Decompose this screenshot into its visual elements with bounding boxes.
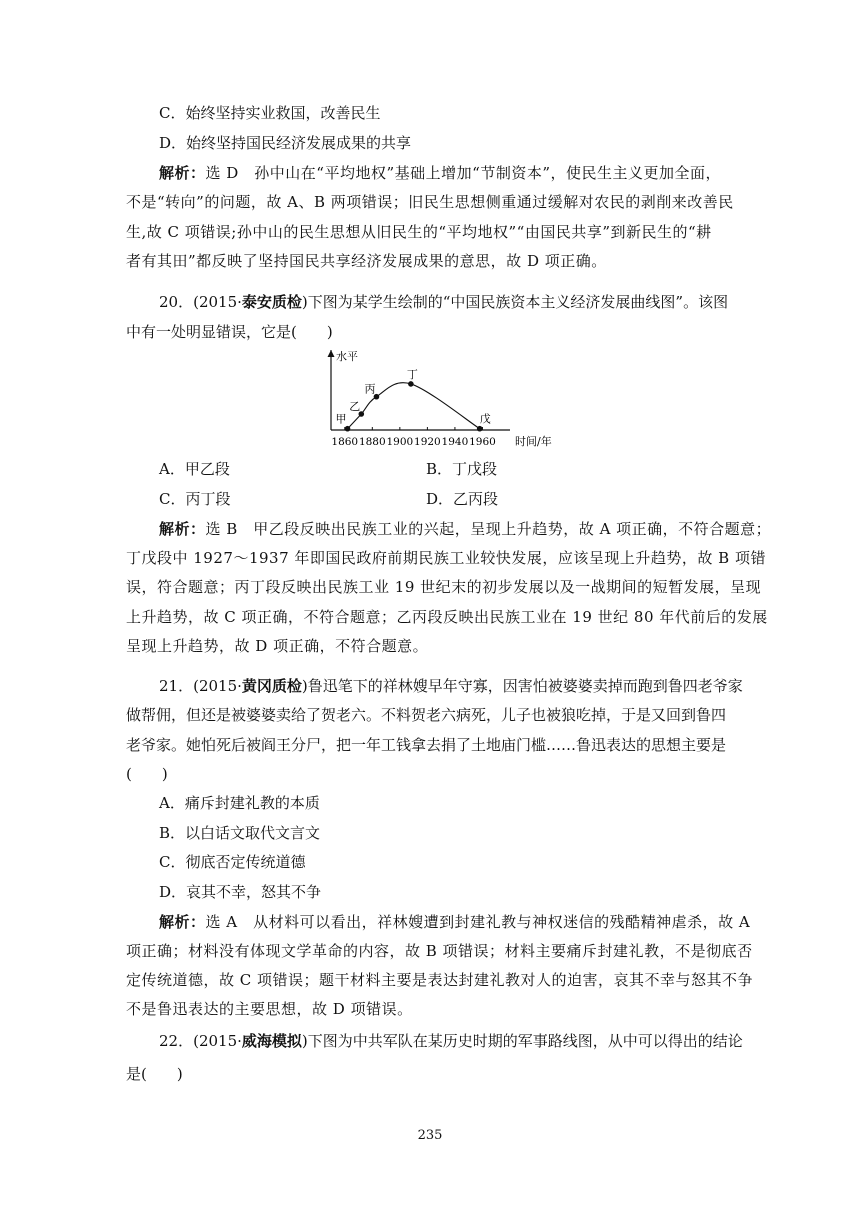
q19-analysis-line-3: 生,故 C 项错误;孙中山的民生思想从旧民生的“平均地权”“由国民共享”到新民生的“耕	[126, 223, 712, 241]
q19-analysis-line-2: 不是“转向”的问题，故 A、B 两项错误；旧民生思想侧重通过缓解对农民的剥削来改善民	[126, 193, 734, 211]
q21-analysis-line-1: 解析：选 A 从材料可以看出，祥林嫂遭到封建礼教与神权迷信的残酷精神虐杀，故 A	[159, 913, 751, 931]
question-number: 21．	[159, 677, 194, 695]
q21-option-c: C．彻底否定传统道德	[159, 853, 306, 871]
q20-stem-line-2: 中有一处明显错误，它是( )	[126, 323, 333, 341]
q21-stem-line-2: 做帮佣，但还是被婆婆卖给了贺老六。不料贺老六病死，儿子也被狼吃掉，于是又回到鲁四	[126, 706, 727, 724]
x-tick-label: 1940	[441, 436, 469, 448]
data-point	[477, 426, 483, 432]
q20-analysis-line-5: 呈现上升趋势，故 D 项正确，不符合题意。	[126, 637, 429, 655]
point-label: 甲	[335, 412, 347, 426]
q21-stem-line-1: 21．(2015·黄冈质检)鲁迅笔下的祥林嫂早年守寡，因害怕被婆婆卖掉而跑到鲁四老爷家	[159, 677, 743, 695]
q19-analysis-line-1: 解析：选 D 孙中山在“平均地权”基础上增加“节制资本”，使民生主义更加全面，	[159, 164, 721, 182]
data-point	[345, 426, 351, 432]
development-curve-chart	[320, 346, 580, 454]
q20-analysis-line-2: 丁戊段中 1927～1937 年即国民政府前期民族工业较快发展，应该呈现上升趋势，故 B 项错	[126, 549, 766, 567]
data-point	[408, 381, 414, 387]
question-number: 22．	[159, 1032, 194, 1050]
q22-stem-line-2: 是( )	[126, 1065, 183, 1083]
q20-option-a: A．甲乙段	[159, 460, 230, 478]
q21-option-a: A．痛斥封建礼教的本质	[159, 794, 320, 812]
q20-option-b: B．丁戊段	[426, 460, 498, 478]
q20-stem-line-1: 20．(2015·泰安质检)下图为某学生绘制的“中国民族资本主义经济发展曲线图”。该图	[159, 293, 729, 311]
source-name: 泰安质检	[241, 293, 302, 311]
q20-analysis-line-4: 上升趋势，故 C 项正确，不符合题意；乙丙段反映出民族工业在 19 世纪 80 年代前后的发展	[126, 608, 768, 626]
x-tick-label: 1900	[386, 436, 414, 448]
point-label: 丙	[364, 382, 376, 396]
x-tick-label: 1880	[358, 436, 386, 448]
q19-analysis-line-4: 者有其田”都反映了坚持国民共享经济发展成果的意思，故 D 项正确。	[126, 252, 607, 270]
q20-analysis-line-3: 误，符合题意；丙丁段反映出民族工业 19 世纪末的初步发展以及一战期间的短暂发展，呈现	[126, 578, 762, 596]
x-tick-label: 1920	[414, 436, 441, 448]
q21-analysis-line-3: 定传统道德，故 C 项错误；题干材料主要是表达封建礼教对人的迫害，哀其不幸与怒其不争	[126, 971, 754, 989]
point-label: 戊	[479, 412, 491, 426]
q21-stem-line-4: ( )	[126, 765, 168, 783]
source-name: 黄冈质检	[241, 677, 302, 695]
q20-option-d: D．乙丙段	[426, 490, 499, 508]
q20-option-c: C．丙丁段	[159, 490, 231, 508]
q20-analysis-line-1: 解析：选 B 甲乙段反映出民族工业的兴起，呈现上升趋势，故 A 项正确，不符合题意；	[159, 520, 772, 538]
point-label: 丁	[406, 367, 418, 381]
x-tick-label: 1960	[469, 436, 496, 448]
analysis-label: 解析：	[159, 164, 206, 182]
q22-stem-line-1: 22．(2015·威海模拟)下图为中共军队在某历史时期的军事路线图，从中可以得出的结论	[159, 1032, 743, 1050]
page-number: 235	[417, 1128, 443, 1143]
q21-analysis-line-4: 不是鲁迅表达的主要思想，故 D 项错误。	[126, 1000, 413, 1018]
point-label: 乙	[349, 400, 361, 413]
x-tick-label: 1860	[331, 436, 359, 448]
q19-option-c: C．始终坚持实业救国，改善民生	[159, 104, 381, 122]
q21-option-d: D．哀其不幸，怒其不争	[159, 883, 322, 901]
source-name: 威海模拟	[241, 1032, 302, 1050]
x-axis-label: 时间/年	[515, 435, 552, 448]
q21-stem-line-3: 老爷家。她怕死后被阎王分尸，把一年工钱拿去捐了土地庙门槛……鲁迅表达的思想主要是	[126, 736, 727, 754]
y-axis-label: 水平	[336, 350, 358, 363]
q19-option-d: D．始终坚持国民经济发展成果的共享	[159, 134, 412, 152]
q21-analysis-line-2: 项正确；材料没有体现文学革命的内容，故 B 项错误；材料主要痛斥封建礼教，不是彻底否	[126, 942, 753, 960]
question-number: 20．	[159, 293, 194, 311]
q21-option-b: B．以白话文取代文言文	[159, 824, 321, 842]
